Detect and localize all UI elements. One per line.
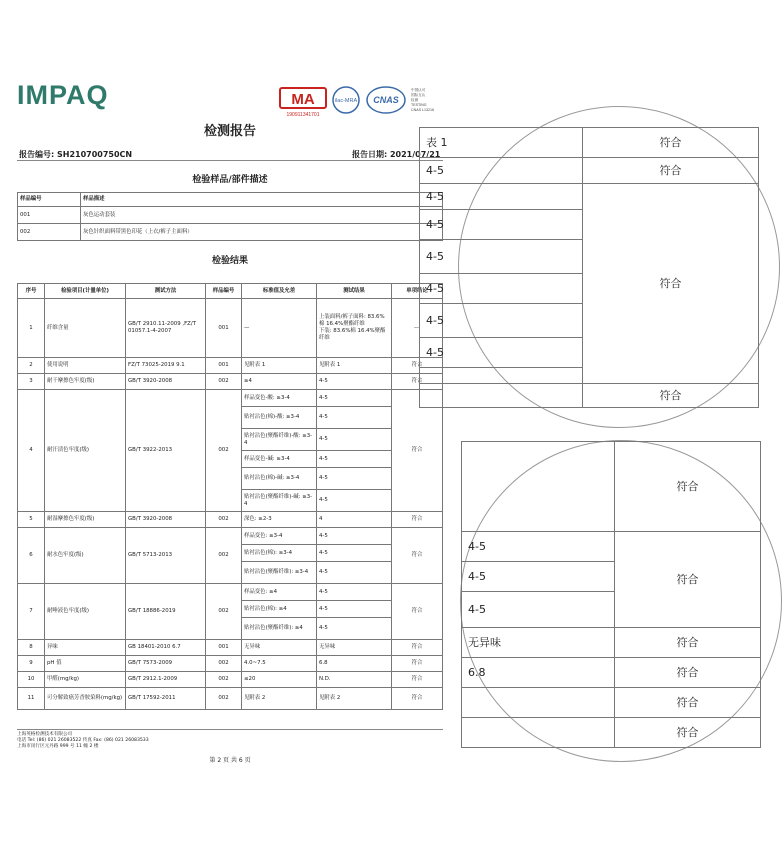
cnas-text: CNAS (373, 95, 399, 105)
table-row: 9 pH 值 GB/T 7573-2009 002 4.0~7.5 6.8 符合 (18, 656, 443, 672)
cma-number: 190911341701 (286, 112, 320, 118)
table-row: 1 纤维含量 GB/T 2910.11-2009 ,FZ/T 01057.1-4-2007 001 — 上装面料/裤子面料: 83.6%棉 16.4%聚酯纤维 下装: 83.6%棉 16.4%聚酯纤维 --- (18, 299, 443, 358)
divider (17, 160, 443, 161)
cnas-logo (367, 87, 405, 113)
certification-logos (278, 84, 448, 120)
table-row: 8 异味 GB 18401-2010 6.7 001 无异味 无异味 符合 (18, 640, 443, 656)
ilac-logo (333, 87, 359, 113)
results-section-title: 检验结果 (211, 256, 248, 266)
cma-text: MA (291, 91, 315, 108)
table-row: 10 甲醛(mg/kg) GB/T 2912.1-2009 002 ≤20 N.D. 符合 (18, 672, 443, 688)
svg-text:TESTING: TESTING (411, 103, 427, 107)
sample-section-title: 检验样品/部件描述 (192, 175, 268, 185)
report-title: 检测报告 (203, 124, 256, 139)
table-row: 7 耐唾液色牢度(级) GB/T 18886-2019 002 样品变色: ≥4 4-5 符合 (18, 584, 443, 601)
cma-logo (280, 88, 326, 118)
svg-text:CNAS L13216: CNAS L13216 (411, 108, 434, 112)
svg-text:国际互认: 国际互认 (411, 93, 426, 97)
footer-company: 上海英格检测技术有限公司 电话 Tel: (86) 021 26083522 传真 Fax: (86) 021 26083533 上海市闵行区元丹路 999 号 11 幢 2 楼 (17, 732, 149, 749)
sample-header-desc: 样品描述 (81, 193, 443, 207)
impaq-logo: IMPAQ (17, 80, 109, 110)
table-row: 2 使用说明 FZ/T 73025-2019 9.1 001 见附表 1 见附表 1 符合 (18, 358, 443, 374)
page-number: 第 2 页 共 6 页 (209, 757, 251, 764)
table-row: 001 灰色运动套装 (18, 207, 443, 224)
svg-text:中国认可: 中国认可 (411, 88, 426, 92)
cnas-caption (411, 87, 434, 112)
sample-header-id: 样品编号 (18, 193, 81, 207)
ilac-text: ilac-MRA (334, 98, 358, 104)
table-row: 3 耐干摩擦色牢度(级) GB/T 3920-2008 002 ≥4 4-5 符合 (18, 374, 443, 390)
table-row: 5 耐湿摩擦色牢度(级) GB/T 3920-2008 002 深色: ≥2-3 4 符合 (18, 512, 443, 528)
table-row: 4 耐汗渍色牢度(级) GB/T 3922-2013 002 样品变色-酸: ≥3-4 4-5 符合 (18, 390, 443, 407)
report-number: 报告编号: SH210700750CN (19, 150, 133, 159)
footer-divider (17, 729, 443, 730)
magnified-table-top: 表 1 符合 4-5 符合 4-5 符合 4-5 4-5 4-5 4-5 4-5 符合 (419, 127, 759, 408)
report-date: 报告日期: 2021/07/21 (352, 150, 441, 159)
magnifier-bottom (460, 440, 782, 762)
magnifier-top (426, 106, 780, 428)
table-row: 002 灰色针织面料带黑色印花（上衣/裤子主面料） (18, 224, 443, 241)
magnified-table-bottom: 符合 4-5 符合 4-5 4-5 无异味 符合 6.8 符合 符合 符合 (461, 441, 761, 748)
table-row: 11 可分解致癌芳香胺染料(mg/kg) GB/T 17592-2011 002 见附表 2 见附表 2 符合 (18, 688, 443, 710)
table-row: 6 耐水色牢度(级) GB/T 5713-2013 002 样品变色: ≥3-4 4-5 符合 (18, 528, 443, 545)
sample-table (17, 192, 443, 241)
svg-text:检测: 检测 (411, 98, 419, 102)
results-table: 序号 检验项目(计量单位) 测试方法 样品编号 标准值及允差 测试结果 单项结论 1 纤维含量 GB/T 2910.11-2009 ,FZ/T 01057.1-4-2007 001 — 上装面料/裤子面料: 83.6%棉 16.4%聚酯纤维 下装: 83.6%棉 16.4%聚酯纤维 --- 2 使用说明 FZ/T 73025-2019 9.1 001 见附表 1 见附表 1 符合 3 耐干摩擦色牢度(级) GB/T 3920-2008 002 ≥4 4-5 符合 4 耐汗渍色牢度(级) GB/T 3922-2013 002 样品变色-酸: ≥3-4 4-5 符合 贴衬沾色(棉)-酸: ≥3-4 4-5 贴衬沾色(聚酯纤维)-酸: ≥3-4 4-5 样品变色-碱: ≥3-4 4-5 贴衬沾色(棉)-碱: ≥3-4 4-5 贴衬沾色(聚酯纤维)-碱: ≥3-4 4-5 5 耐湿摩擦色牢度(级) GB/T 3920-2008 002 深色: ≥2-3 4 符合 6 耐水色牢度(级) GB/T 5713-2013 002 样品变色: ≥3-4 4-5 符合 贴衬沾色(棉): ≥3-4 4-5 贴衬沾色(聚酯纤维): ≥3-4 4-5 7 耐唾液色牢度(级) GB/T 18886-2019 002 样品变色: ≥4 4-5 符合 贴衬沾色(棉): ≥4 4-5 贴衬沾色(聚酯纤维): ≥4 4-5 8 异味 GB 18401-2010 6.7 001 无异味 无异味 符合 9 pH 值 GB/T 7573-2009 002 4.0~7.5 6.8 符合 10 甲醛(mg/kg) GB/T 2912.1-2009 002 ≤20 N.D. 符合 11 可分解致癌芳香胺染料(mg/kg) GB/T 17592-2011 002 见附表 2 见附表 2 符合 (17, 283, 443, 710)
